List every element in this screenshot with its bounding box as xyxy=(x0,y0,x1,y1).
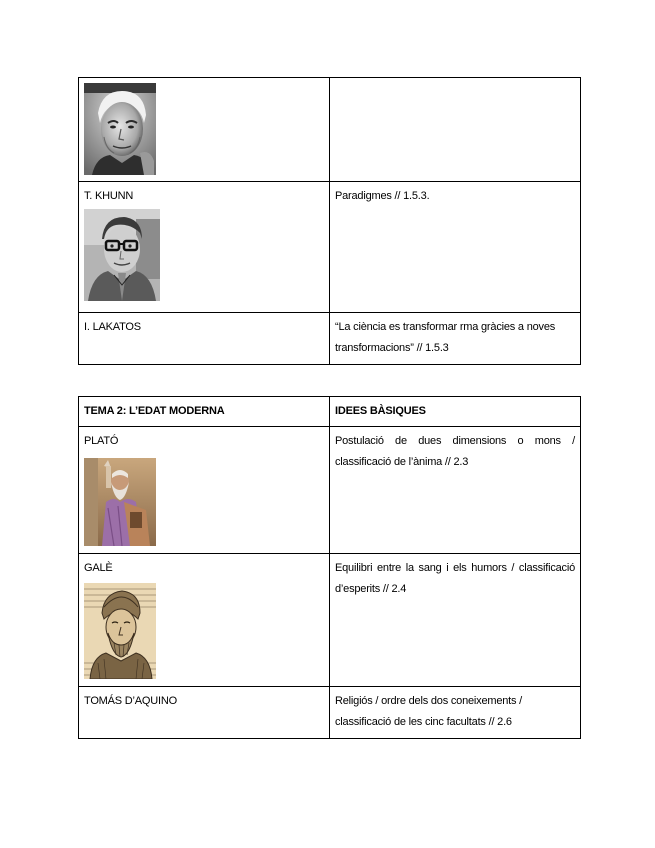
table-cell xyxy=(79,182,330,313)
table-cell xyxy=(79,313,330,365)
table-cell xyxy=(330,182,581,313)
basic-idea: “La ciència es transformar rma gràcies a noves transformacions” // 1.5.3 xyxy=(335,321,556,354)
table-cell xyxy=(330,313,581,365)
basic-idea: Equilibri entre la sang i els humors / classificació d’esperits // 2.4 xyxy=(335,562,575,595)
table-cell xyxy=(330,687,581,739)
table-thinkers-1 xyxy=(78,77,581,365)
thinker-name: TOMÁS D’AQUINO xyxy=(84,695,177,707)
basic-idea: Postulació de dues dimensions o mons / classificació de l’ànima // 2.3 xyxy=(335,435,575,468)
table-cell xyxy=(330,78,581,182)
table-header-cell xyxy=(79,397,330,427)
basic-idea: Paradigmes // 1.5.3. xyxy=(335,190,430,202)
thinker-name: PLATÓ xyxy=(84,435,119,447)
table-row xyxy=(79,554,581,687)
table-cell xyxy=(79,78,330,182)
table-cell xyxy=(79,687,330,739)
header-ideas: IDEES BÀSIQUES xyxy=(335,405,426,417)
basic-idea: Religiós / ordre dels dos coneixements / classificació de les cinc facultats // 2.6 xyxy=(335,695,523,728)
table-cell xyxy=(330,554,581,687)
table-header-cell xyxy=(330,397,581,427)
portrait-photo-bw xyxy=(84,83,156,175)
table-cell xyxy=(79,427,330,554)
table-row xyxy=(79,687,581,739)
thinker-name: I. LAKATOS xyxy=(84,321,141,333)
table-row xyxy=(79,182,581,313)
table-row xyxy=(79,78,581,182)
plato-painting xyxy=(84,458,156,546)
thinker-name: GALÈ xyxy=(84,562,113,574)
table-row xyxy=(79,427,581,554)
table-cell xyxy=(79,554,330,687)
thinker-name: T. KHUNN xyxy=(84,190,134,202)
table-row xyxy=(79,313,581,365)
table-cell xyxy=(330,427,581,554)
portrait-photo-glasses xyxy=(84,209,160,301)
galen-engraving xyxy=(84,583,156,679)
table-header-row xyxy=(79,397,581,427)
table-thinkers-2 xyxy=(78,396,581,739)
header-topic: TEMA 2: L’EDAT MODERNA xyxy=(84,405,225,417)
